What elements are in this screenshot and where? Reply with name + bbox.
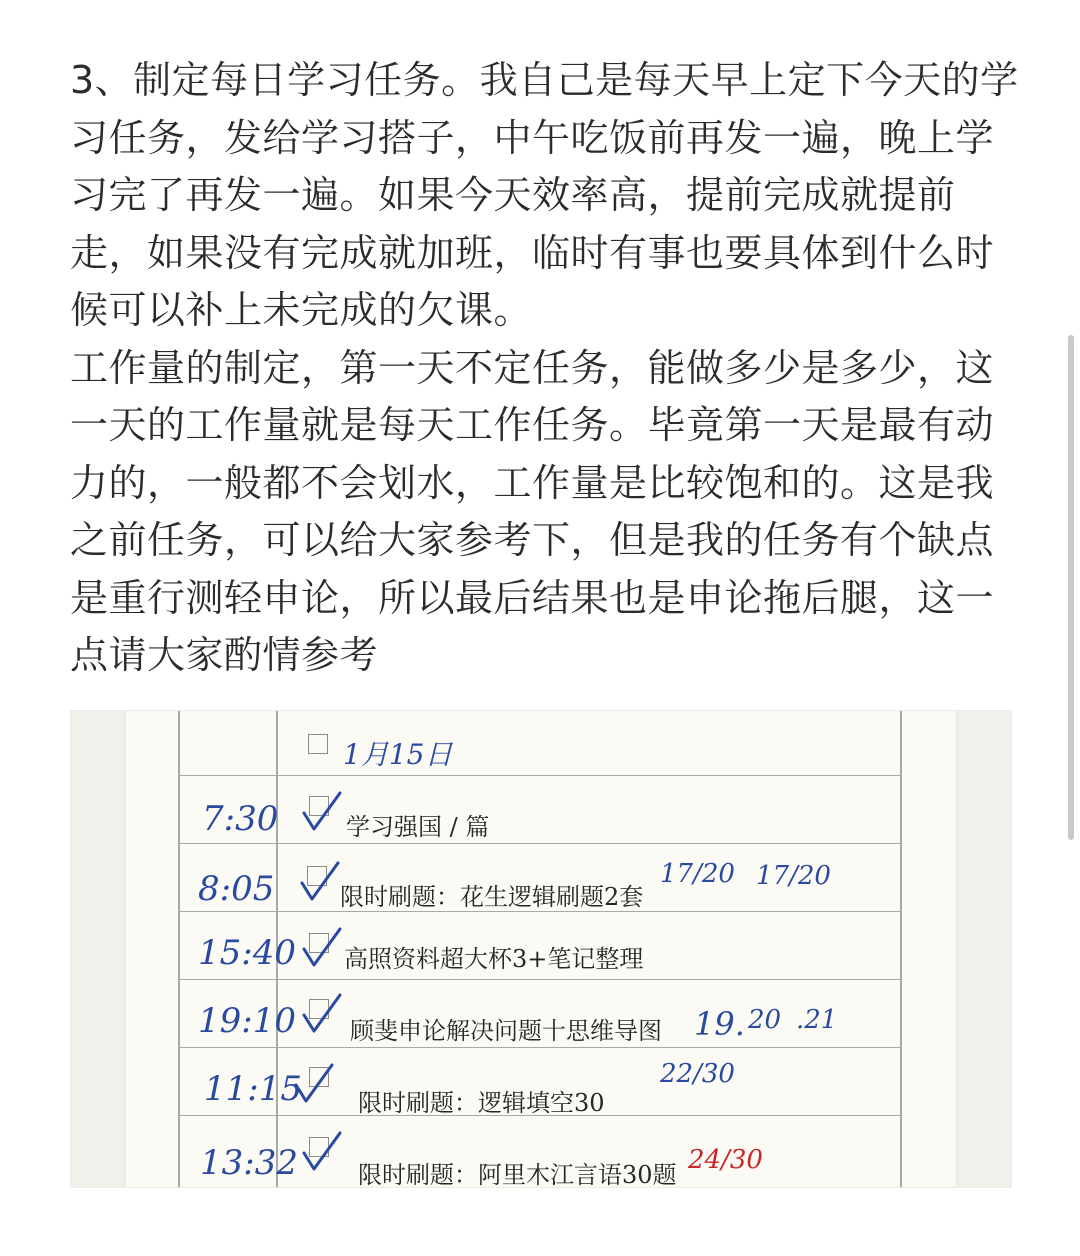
table-row	[178, 979, 902, 1048]
row-time: 15:40	[198, 933, 296, 973]
article-paragraph-2: 工作量的制定，第一天不定任务，能做多少是多少，这一天的工作量就是每天工作任务。毕竟第一天是最有动力的，一般都不会划水，工作量是比较饱和的。这是我之前任务，可以给大家参考下，但是我的任务有个缺点是重行测轻申论，所以最后结果也是申论拖后腿，这一点请大家酌情参考	[70, 345, 995, 677]
notebook-photo[interactable]	[70, 710, 1012, 1188]
notebook-page	[126, 711, 956, 1187]
checkbox-icon	[308, 734, 328, 754]
table-row	[178, 1115, 902, 1188]
row-task: 学习强国 / 篇	[346, 813, 490, 841]
row-score: 17/20	[660, 859, 735, 889]
row-task: 限时刷题：花生逻辑刷题2套	[340, 883, 644, 911]
checkmark-icon	[298, 859, 342, 903]
row-task: 顾斐申论解决问题十思维导图	[350, 1017, 662, 1045]
row-time: 11:15	[204, 1069, 302, 1109]
row-task: 限时刷题：阿里木江言语30题	[358, 1161, 677, 1188]
row-time: 13:32	[200, 1143, 298, 1183]
table-row	[178, 911, 902, 980]
notebook-date-row	[178, 711, 902, 776]
row-time: 19:10	[198, 1001, 296, 1041]
row-score: 24/30	[688, 1145, 763, 1175]
checkmark-icon	[300, 789, 344, 833]
table-row	[178, 1047, 902, 1116]
table-row	[178, 843, 902, 912]
row-task: 限时刷题：逻辑填空30	[358, 1089, 605, 1117]
article-body	[70, 52, 1020, 685]
row-time: 8:05	[198, 869, 275, 909]
table-row	[178, 775, 902, 844]
article-paragraph-1: 3、制定每日学习任务。我自己是每天早上定下今天的学习任务，发给学习搭子，中午吃饭前再发一遍，晚上学习完了再发一遍。如果今天效率高，提前完成就提前走，如果没有完成就加班，临时有事也要具体到什么时候可以补上未完成的欠课。	[70, 58, 1019, 332]
row-score: 19.	[694, 1005, 745, 1043]
row-score: 22/30	[660, 1059, 735, 1089]
row-task: 高照资料超大杯3+笔记整理	[344, 945, 644, 973]
row-score: 17/20	[756, 861, 831, 891]
checkmark-icon	[292, 1061, 336, 1105]
scrollbar-thumb[interactable]	[1068, 335, 1074, 840]
checkmark-icon	[300, 1129, 344, 1173]
row-score: 20	[748, 1005, 782, 1035]
checkmark-icon	[300, 925, 344, 969]
row-time: 7:30	[202, 799, 279, 839]
checkmark-icon	[300, 991, 344, 1035]
notebook-date: 1月15日	[343, 738, 453, 771]
row-score: .21	[796, 1005, 838, 1035]
